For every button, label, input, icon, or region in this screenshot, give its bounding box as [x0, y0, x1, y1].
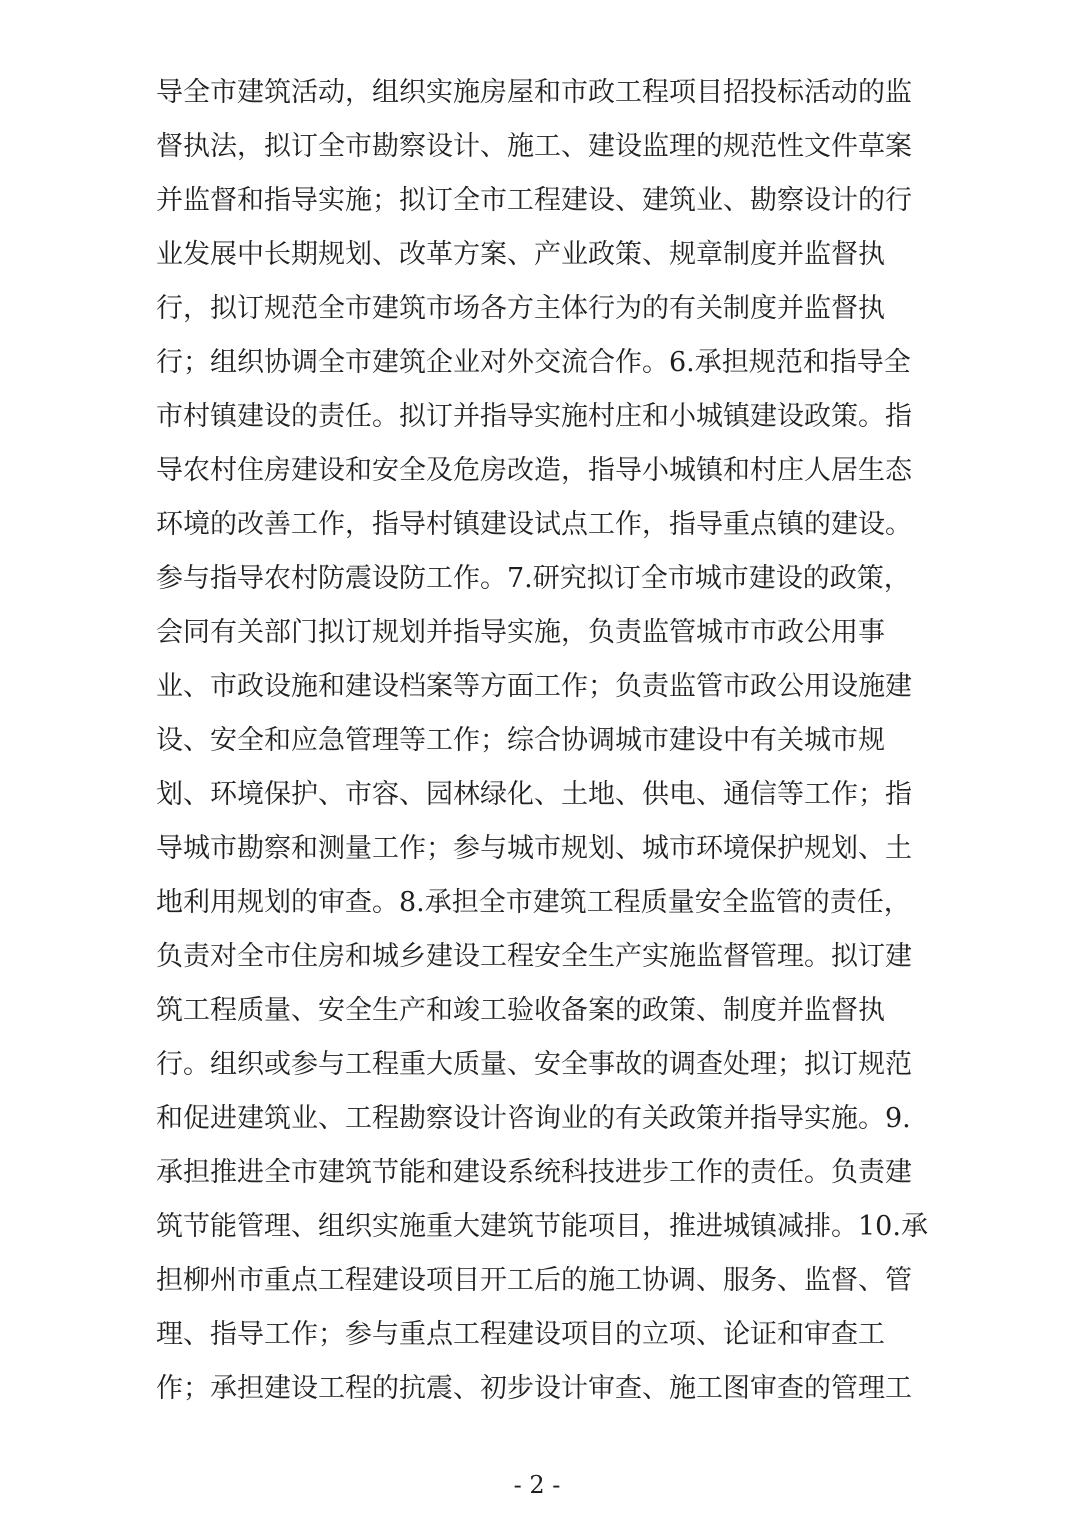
- text-line: 会同有关部门拟订规划并指导实施，负责监管城市市政公用事: [156, 617, 885, 648]
- text-line: 担柳州市重点工程建设项目开工后的施工协调、服务、监督、管: [156, 1265, 912, 1296]
- text-line: 行，拟订规范全市建筑市场各方主体行为的有关制度并监督执: [156, 293, 885, 324]
- text-line: 业、市政设施和建设档案等方面工作；负责监管市政公用设施建: [156, 671, 912, 702]
- text-line: 作；承担建设工程的抗震、初步设计审查、施工图审查的管理工: [156, 1373, 912, 1404]
- text-line: 地利用规划的审查。8.承担全市建筑工程质量安全监管的责任，: [156, 887, 911, 918]
- body-text: [156, 66, 934, 1416]
- text-line: 理、指导工作；参与重点工程建设项目的立项、论证和审查工: [156, 1319, 885, 1350]
- page-number: - 2 -: [513, 1471, 561, 1499]
- text-line: 督执法，拟订全市勘察设计、施工、建设监理的规范性文件草案: [156, 131, 912, 162]
- text-line: 市村镇建设的责任。拟订并指导实施村庄和小城镇建设政策。指: [156, 401, 912, 432]
- text-line: 划、环境保护、市容、园林绿化、土地、供电、通信等工作；指: [156, 779, 912, 810]
- text-line: 行；组织协调全市建筑企业对外交流合作。6.承担规范和指导全: [156, 347, 911, 378]
- text-line: 业发展中长期规划、改革方案、产业政策、规章制度并监督执: [156, 239, 885, 270]
- text-line: 负责对全市住房和城乡建设工程安全生产实施监督管理。拟订建: [156, 941, 912, 972]
- text-line: 导全市建筑活动，组织实施房屋和市政工程项目招投标活动的监: [156, 77, 912, 108]
- text-line: 参与指导农村防震设防工作。7.研究拟订全市城市建设的政策，: [156, 563, 911, 594]
- text-line: 行。组织或参与工程重大质量、安全事故的调查处理；拟订规范: [156, 1049, 912, 1080]
- text-line: 筑工程质量、安全生产和竣工验收备案的政策、制度并监督执: [156, 995, 885, 1026]
- text-line: 导城市勘察和测量工作；参与城市规划、城市环境保护规划、土: [156, 833, 912, 864]
- text-line: 导农村住房建设和安全及危房改造，指导小城镇和村庄人居生态: [156, 455, 912, 486]
- text-line: 并监督和指导实施；拟订全市工程建设、建筑业、勘察设计的行: [156, 185, 912, 216]
- text-line: 筑节能管理、组织实施重大建筑节能项目，推进城镇减排。10.承: [156, 1211, 928, 1242]
- text-line: 和促进建筑业、工程勘察设计咨询业的有关政策并指导实施。9.: [156, 1103, 911, 1134]
- text-line: 设、安全和应急管理等工作；综合协调城市建设中有关城市规: [156, 725, 885, 756]
- text-line: 环境的改善工作，指导村镇建设试点工作，指导重点镇的建设。: [156, 509, 912, 540]
- text-line: 承担推进全市建筑节能和建设系统科技进步工作的责任。负责建: [156, 1157, 912, 1188]
